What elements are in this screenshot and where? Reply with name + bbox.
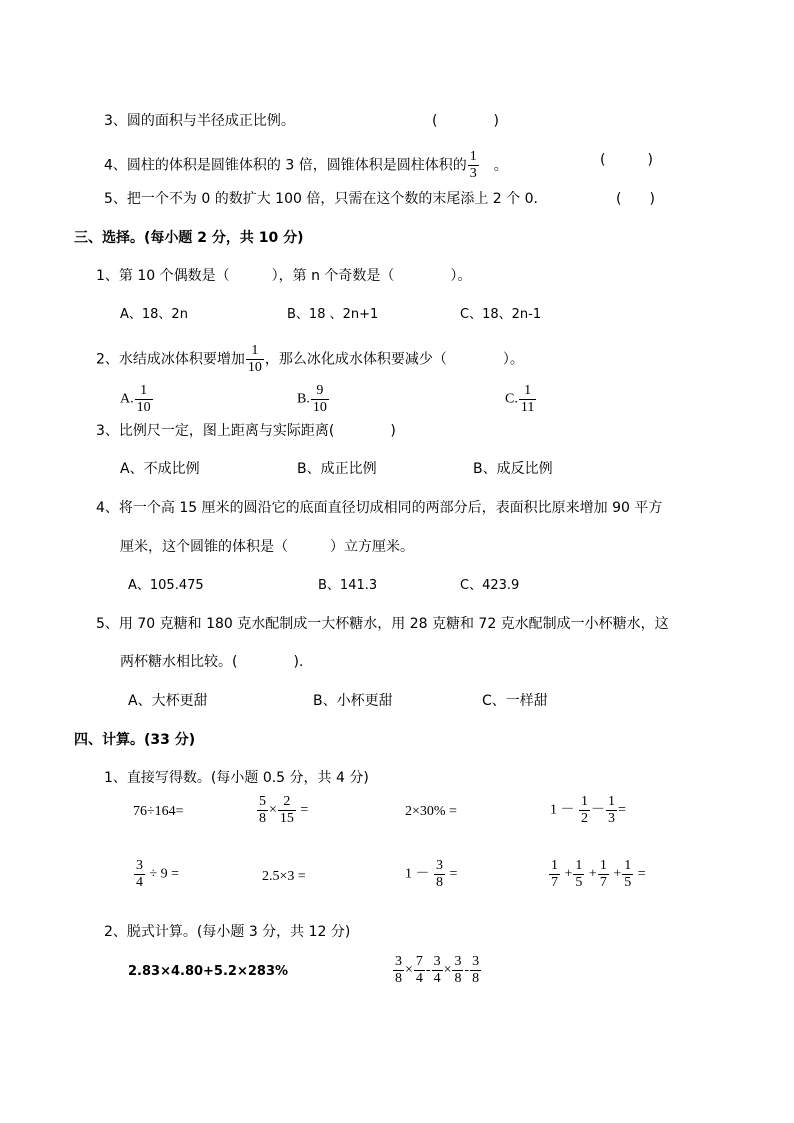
fraction: $\frac{1}{7}$ bbox=[599, 858, 607, 890]
judge-q3-answer[interactable]: ( ) bbox=[432, 113, 499, 129]
choice-q2-option-a[interactable]: A. $\frac{1}{10}$ bbox=[120, 383, 151, 415]
section-4-title: 四、计算。(33 分) bbox=[74, 732, 196, 748]
fraction: $\frac{3}{8}$ bbox=[454, 954, 462, 986]
choice-q5-line1: 5、用 70 克糖和 180 克水配制成一大杯糖水，用 28 克糖和 72 克水配制成一小杯糖水，这 bbox=[96, 616, 669, 632]
fraction: $\frac{1}{3}$ bbox=[608, 794, 615, 826]
calc-expr-6: 2.5×3 = bbox=[262, 869, 306, 884]
judge-q5: 5、把一个不为 0 的数扩大 100 倍，只需在这个数的末尾添上 2 个 0. bbox=[104, 191, 538, 207]
choice-q5-line2: 两杯糖水相比较。( ). bbox=[120, 654, 304, 670]
fraction: $\frac{3}{8}$ bbox=[436, 858, 443, 890]
fraction: $\frac{1}{3}$ bbox=[469, 149, 477, 181]
choice-q5-option-c[interactable]: C、一样甜 bbox=[482, 693, 548, 709]
calc-expr-8: $\frac{1}{7}$ + $\frac{1}{5}$ + $\frac{1}{7}$ + $\frac{1}{5}$ = bbox=[551, 858, 646, 890]
fraction: $\frac{1}{2}$ bbox=[581, 794, 588, 826]
judge-q4: 4、圆柱的体积是圆锥体积的 3 倍，圆锥体积是圆柱体积的 $\frac{1}{3}$ 。 bbox=[104, 149, 508, 181]
choice-q2-option-b[interactable]: B. $\frac{9}{10}$ bbox=[297, 383, 327, 415]
fraction: $\frac{3}{8}$ bbox=[395, 954, 402, 986]
fraction: $\frac{1}{10}$ bbox=[136, 383, 151, 415]
choice-q5-option-a[interactable]: A、大杯更甜 bbox=[128, 693, 208, 709]
calc-step-expr-2: $\frac{3}{8}$ × $\frac{7}{4}$ - $\frac{3}{4}$ × $\frac{3}{8}$ - $\frac{3}{8}$ bbox=[395, 954, 480, 986]
calc-expr-1: 76÷164= bbox=[133, 804, 184, 819]
choice-q3: 3、比例尺一定，图上距离与实际距离( ) bbox=[96, 423, 396, 439]
calc-step-expr-1: 2.83×4.80+5.2×283% bbox=[128, 964, 289, 979]
choice-q3-option-c[interactable]: B、成反比例 bbox=[473, 461, 553, 477]
choice-q2: 2、水结成冰体积要增加 $\frac{1}{10}$ ，那么冰化成水体积要减少（ ）。 bbox=[96, 343, 524, 375]
choice-q4-line1: 4、将一个高 15 厘米的圆沿它的底面直径切成相同的两部分后，表面积比原来增加 90 平方 bbox=[96, 500, 663, 516]
fraction: $\frac{3}{8}$ bbox=[472, 954, 480, 986]
choice-q2-option-c[interactable]: C. $\frac{1}{11}$ bbox=[505, 383, 535, 415]
judge-q3: 3、圆的面积与半径成正比例。 bbox=[104, 113, 295, 129]
choice-q4-option-a[interactable]: A、105.475 bbox=[128, 578, 204, 593]
judge-q5-answer[interactable]: ( ) bbox=[616, 191, 655, 207]
fraction: $\frac{3}{4}$ bbox=[136, 858, 143, 890]
choice-q1-option-c[interactable]: C、18、2n-1 bbox=[460, 307, 542, 322]
fraction: $\frac{3}{4}$ bbox=[433, 954, 441, 986]
calc-expr-7: 1 － $\frac{3}{8}$ = bbox=[405, 858, 458, 890]
calc-expr-3: 2×30% = bbox=[405, 804, 457, 819]
choice-q1: 1、第 10 个偶数是（ ），第 n 个奇数是（ ）。 bbox=[96, 268, 472, 284]
choice-q1-option-a[interactable]: A、18、2n bbox=[120, 307, 188, 322]
choice-q4-option-b[interactable]: B、141.3 bbox=[318, 578, 378, 593]
choice-q1-option-b[interactable]: B、18 、2n+1 bbox=[287, 307, 379, 322]
fraction: $\frac{1}{5}$ bbox=[575, 858, 583, 890]
fraction: $\frac{1}{10}$ bbox=[247, 343, 262, 375]
calc-part2-title: 2、脱式计算。(每小题 3 分，共 12 分) bbox=[104, 924, 351, 940]
choice-q3-option-a[interactable]: A、不成比例 bbox=[120, 461, 200, 477]
fraction: $\frac{5}{8}$ bbox=[259, 794, 266, 826]
fraction: $\frac{1}{7}$ bbox=[551, 858, 558, 890]
fraction: $\frac{1}{11}$ bbox=[520, 383, 535, 415]
choice-q4-line2: 厘米，这个圆锥的体积是（ ）立方厘米。 bbox=[120, 539, 414, 555]
section-3-title: 三、选择。(每小题 2 分，共 10 分) bbox=[74, 230, 304, 246]
fraction: $\frac{7}{4}$ bbox=[415, 954, 423, 986]
judge-q4-answer[interactable]: ( ) bbox=[600, 152, 653, 168]
choice-q5-option-b[interactable]: B、小杯更甜 bbox=[313, 693, 393, 709]
calc-expr-2: $\frac{5}{8}$ × $\frac{2}{15}$ = bbox=[259, 794, 309, 826]
fraction: $\frac{1}{5}$ bbox=[624, 858, 632, 890]
choice-q4-option-c[interactable]: C、423.9 bbox=[460, 578, 520, 593]
calc-expr-5: $\frac{3}{4}$ ÷ 9 = bbox=[136, 858, 180, 890]
fraction: $\frac{9}{10}$ bbox=[312, 383, 327, 415]
calc-part1-title: 1、直接写得数。(每小题 0.5 分，共 4 分) bbox=[104, 770, 369, 786]
fraction: $\frac{2}{15}$ bbox=[279, 794, 294, 826]
calc-expr-4: 1 － $\frac{1}{2}$ － $\frac{1}{3}$ = bbox=[550, 794, 626, 826]
choice-q3-option-b[interactable]: B、成正比例 bbox=[297, 461, 377, 477]
